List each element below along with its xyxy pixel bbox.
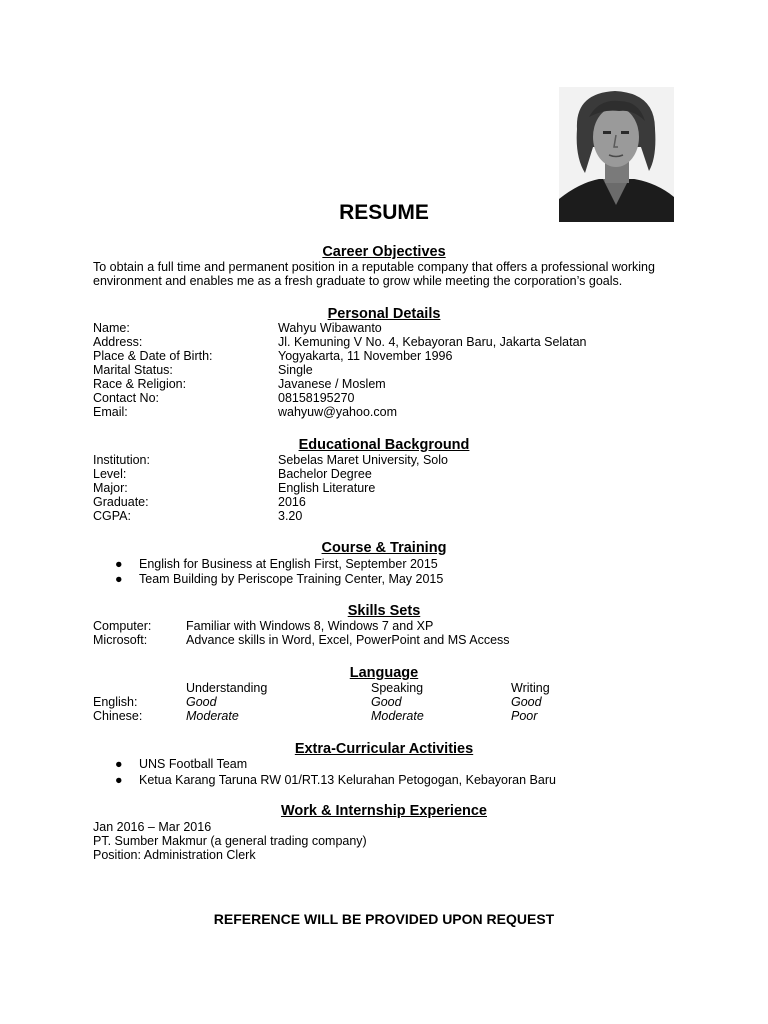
education-value: English Literature (278, 481, 376, 495)
activity-text: Ketua Karang Taruna RW 01/RT.13 Kelurahan Petogogan, Kebayoran Baru (139, 773, 556, 787)
writing-level: Good (511, 695, 542, 709)
speaking-level: Good (371, 695, 402, 709)
personal-detail-label: Race & Religion: (93, 377, 187, 391)
personal-detail-label: Address: (93, 335, 143, 349)
career-objective-line-1: To obtain a full time and permanent position in a reputable company that offers a professional working (93, 260, 655, 274)
education-label: CGPA: (93, 509, 131, 523)
column-header-writing: Writing (511, 681, 550, 695)
bullet-icon: ● (115, 773, 123, 787)
writing-level: Poor (511, 709, 538, 723)
reference-note: REFERENCE WILL BE PROVIDED UPON REQUEST (213, 911, 555, 927)
language-name: English: (93, 695, 138, 709)
bullet-icon: ● (115, 557, 123, 571)
personal-detail-value: wahyuw@yahoo.com (278, 405, 397, 419)
education-label: Graduate: (93, 495, 149, 509)
education-label: Institution: (93, 453, 150, 467)
education-label: Major: (93, 481, 128, 495)
personal-detail-label: Contact No: (93, 391, 160, 405)
activity-text: UNS Football Team (139, 757, 248, 771)
language-heading: Language (349, 665, 419, 681)
work-company: PT. Sumber Makmur (a general trading company) (93, 834, 367, 848)
skill-value: Familiar with Windows 8, Windows 7 and XP (186, 619, 434, 633)
educational-background-heading: Educational Background (298, 437, 470, 453)
personal-detail-label: Place & Date of Birth: (93, 349, 213, 363)
education-value: Sebelas Maret University, Solo (278, 453, 448, 467)
language-row (93, 695, 593, 709)
personal-detail-label: Marital Status: (93, 363, 173, 377)
personal-detail-value: Single (278, 363, 313, 377)
skill-label: Microsoft: (93, 633, 148, 647)
speaking-level: Moderate (371, 709, 424, 723)
course-item-text: Team Building by Periscope Training Center, May 2015 (139, 572, 444, 586)
resume-title: RESUME (339, 201, 429, 224)
skill-label: Computer: (93, 619, 152, 633)
language-name: Chinese: (93, 709, 143, 723)
language-row (93, 709, 593, 723)
education-value: Bachelor Degree (278, 467, 372, 481)
column-header-speaking: Speaking (371, 681, 424, 695)
language-header-row (93, 681, 593, 695)
education-value: 2016 (278, 495, 306, 509)
career-objectives-heading: Career Objectives (322, 244, 446, 260)
personal-details-heading: Personal Details (327, 306, 441, 322)
bullet-icon: ● (115, 572, 123, 586)
column-header-understanding: Understanding (186, 681, 268, 695)
education-label: Level: (93, 467, 127, 481)
personal-detail-label: Email: (93, 405, 128, 419)
work-position: Position: Administration Clerk (93, 848, 256, 862)
skill-value: Advance skills in Word, Excel, PowerPoint and MS Access (186, 633, 510, 647)
personal-detail-value: Yogyakarta, 11 November 1996 (278, 349, 453, 363)
understanding-level: Good (186, 695, 217, 709)
career-objective-line-2: environment and enables me as a fresh graduate to grow while meeting the corporation’s goals. (93, 274, 623, 288)
education-value: 3.20 (278, 509, 303, 523)
personal-detail-value: Javanese / Moslem (278, 377, 386, 391)
extra-curricular-heading: Extra-Curricular Activities (294, 741, 474, 757)
personal-detail-value: Jl. Kemuning V No. 4, Kebayoran Baru, Jakarta Selatan (278, 335, 587, 349)
personal-detail-value: 08158195270 (278, 391, 355, 405)
skills-sets-heading: Skills Sets (347, 603, 421, 619)
personal-detail-value: Wahyu Wibawanto (278, 321, 382, 335)
bullet-icon: ● (115, 757, 123, 771)
personal-detail-label: Name: (93, 321, 130, 335)
course-training-heading: Course & Training (321, 540, 447, 556)
work-period: Jan 2016 – Mar 2016 (93, 820, 212, 834)
understanding-level: Moderate (186, 709, 239, 723)
course-item-text: English for Business at English First, September 2015 (139, 557, 438, 571)
work-experience-heading: Work & Internship Experience (280, 803, 487, 819)
